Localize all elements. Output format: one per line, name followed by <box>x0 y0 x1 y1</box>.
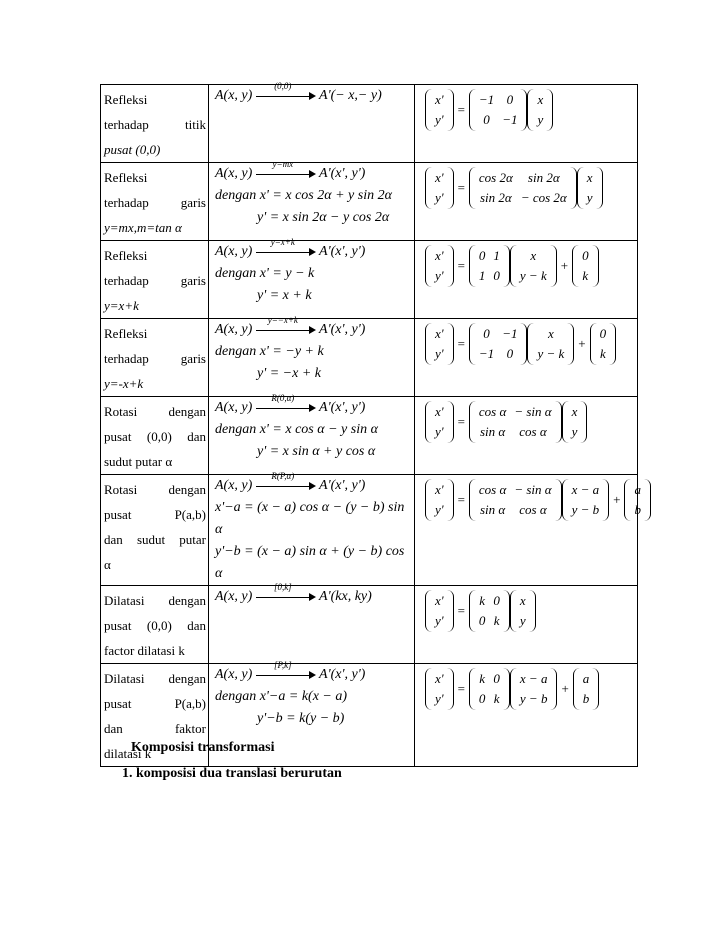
result-vector-cell: y' <box>435 346 444 361</box>
transform-matrix-cell: 0 <box>478 691 486 706</box>
transform-matrix <box>469 668 510 710</box>
transformation-name-line: Rotasi dengan <box>104 482 206 497</box>
mapping-expression <box>209 158 414 185</box>
mapping-source: A(x, y) <box>215 400 256 415</box>
offset-vector-cell: k <box>599 346 606 361</box>
result-vector-cell: x' <box>435 170 444 185</box>
transformation-name-line: Refleksi <box>104 248 148 263</box>
mapping-equation: y' = x sin 2α − y cos 2α <box>257 210 390 225</box>
transform-matrix-cell: sin 2α <box>527 170 560 185</box>
input-vector-cell: y <box>519 613 526 628</box>
transform-matrix <box>469 323 528 365</box>
matrix-equation <box>415 397 637 443</box>
transformation-name-line: dilatasi k <box>104 746 152 761</box>
transform-matrix-cell: − cos 2α <box>520 190 567 205</box>
result-vector-cell: y' <box>435 112 444 127</box>
transform-matrix-cell: sin α <box>479 502 506 517</box>
matrix-equation <box>415 586 637 632</box>
mapping-expression <box>209 659 414 686</box>
mapping-equation: y' = −x + k <box>257 366 321 381</box>
input-vector-cell: x <box>547 326 554 341</box>
mapping-source: A(x, y) <box>215 166 256 181</box>
mapping-image: A'(x', y') <box>315 478 366 493</box>
transformation-name <box>101 85 209 163</box>
input-vector-cell: x <box>530 248 537 263</box>
table-row <box>101 319 638 397</box>
transformation-name-line: pusat P(a,b) <box>104 507 206 522</box>
plus-sign: + <box>560 258 569 273</box>
table-row <box>101 85 638 163</box>
transformation-name-line: pusat (0,0) dan <box>104 618 206 633</box>
matrix-equation <box>415 241 637 287</box>
mapping-equation: x'−a = (x − a) cos α − (y − b) sin α <box>215 500 405 537</box>
transform-matrix-cell: cos α <box>478 404 507 419</box>
mapping-arrow-label: (0,0) <box>274 80 292 91</box>
input-vector <box>562 479 610 521</box>
transform-matrix <box>469 167 577 209</box>
mapping-source: A(x, y) <box>215 667 256 682</box>
transformation-table <box>100 80 641 767</box>
offset-vector <box>624 479 651 521</box>
input-vector-cell: y <box>586 190 593 205</box>
transformation-name-line: sudut putar α <box>104 454 173 469</box>
offset-vector-cell: k <box>582 268 589 283</box>
input-vector <box>510 668 558 710</box>
mapping-arrow-label: R(P,α) <box>271 470 295 481</box>
result-vector <box>425 479 454 521</box>
transform-matrix-cell: 0 <box>493 268 500 283</box>
input-vector-cell: x <box>571 404 578 419</box>
mapping-cell <box>209 392 415 475</box>
input-vector <box>510 245 557 287</box>
transformation-name-line: Refleksi <box>104 92 148 107</box>
section-heading: Komposisi transformasi <box>131 740 275 755</box>
matrix-equation <box>415 163 637 209</box>
matrix-cell <box>415 397 638 475</box>
result-vector <box>425 245 454 287</box>
result-vector-cell: x' <box>435 404 444 419</box>
mapping-image: A'(x', y') <box>315 322 366 337</box>
mapping-arrow <box>256 314 316 335</box>
mapping-arrow-label: [P,k] <box>274 659 292 670</box>
mapping-equation: y' = x + k <box>257 288 312 303</box>
matrix-equation <box>415 475 641 521</box>
mapping-arrow <box>256 659 316 680</box>
input-vector-cell: x − a <box>519 671 548 686</box>
input-vector-cell: y − k <box>537 346 565 361</box>
transformation-name <box>101 397 209 475</box>
transform-matrix-cell: cos 2α <box>478 170 513 185</box>
transformation-name-line: pusat P(a,b) <box>104 696 206 711</box>
offset-vector <box>573 668 600 710</box>
input-vector <box>527 89 553 131</box>
transform-matrix-cell: −1 <box>502 326 518 341</box>
transformation-name-line: terhadap garis <box>104 351 206 366</box>
transform-matrix-cell: 0 <box>506 92 514 107</box>
transform-matrix-cell: 0 <box>483 326 490 341</box>
transformation-name-line: dan sudut putar <box>104 532 206 547</box>
transformation-name-line: Refleksi <box>104 170 148 185</box>
transform-matrix-cell: sin 2α <box>479 190 512 205</box>
transform-matrix-cell: k <box>493 691 500 706</box>
offset-vector-cell: b <box>634 502 641 517</box>
mapping-source: A(x, y) <box>215 589 256 604</box>
transform-matrix-cell: 0 <box>478 248 486 263</box>
offset-vector <box>572 245 599 287</box>
mapping-image: A'(− x,− y) <box>315 88 382 103</box>
transformation-name <box>101 475 209 586</box>
result-vector-cell: x' <box>435 482 444 497</box>
result-vector-cell: x' <box>435 326 444 341</box>
result-vector <box>425 167 454 209</box>
transformation-name-line: α <box>104 557 111 572</box>
mapping-image: A'(x', y') <box>315 400 366 415</box>
transform-matrix-cell: 0 <box>493 593 500 608</box>
mapping-equation: y'−b = (x − a) sin α + (y − b) cos α <box>215 544 405 581</box>
equals-sign: = <box>457 336 465 351</box>
mapping-equation: y' = x sin α + y cos α <box>257 444 376 459</box>
matrix-cell <box>415 475 641 586</box>
mapping-arrow <box>256 392 316 413</box>
mapping-source: A(x, y) <box>215 88 256 103</box>
mapping-equation: dengan x' = −y + k <box>215 344 324 359</box>
transformation-name-line: y=mx,m=tan α <box>104 220 182 235</box>
mapping-cell <box>209 470 415 586</box>
input-vector <box>527 323 574 365</box>
mapping-equation: dengan x' = x cos α − y sin α <box>215 422 378 437</box>
mapping-expression <box>209 314 414 341</box>
result-vector-cell: y' <box>435 691 444 706</box>
matrix-cell <box>415 163 638 241</box>
mapping-arrow <box>256 236 316 257</box>
input-vector <box>562 401 588 443</box>
mapping-source: A(x, y) <box>215 244 256 259</box>
transform-matrix-cell: cos α <box>478 482 507 497</box>
mapping-source: A(x, y) <box>215 478 256 493</box>
transform-matrix-cell: cos α <box>519 424 547 439</box>
equals-sign: = <box>457 681 465 696</box>
transformation-name-line: dan faktor <box>104 721 206 736</box>
transform-matrix-cell: −1 <box>502 112 518 127</box>
matrix-cell <box>415 664 638 767</box>
equals-sign: = <box>457 492 465 507</box>
table-row <box>101 586 638 664</box>
mapping-arrow-label: y=x+k <box>270 236 295 247</box>
mapping-image: A'(x', y') <box>315 244 366 259</box>
mapping-expression <box>209 236 414 263</box>
transformation-name <box>101 319 209 397</box>
input-vector-cell: x − a <box>571 482 600 497</box>
offset-vector-cell: a <box>582 671 590 686</box>
transformation-name <box>101 586 209 664</box>
offset-vector-cell: 0 <box>582 248 589 263</box>
result-vector-cell: x' <box>435 593 444 608</box>
equals-sign: = <box>457 102 465 117</box>
mapping-arrow <box>256 581 316 602</box>
offset-vector <box>590 323 617 365</box>
result-vector-cell: y' <box>435 424 444 439</box>
transformation-name-line: terhadap garis <box>104 195 206 210</box>
result-vector-cell: y' <box>435 190 444 205</box>
transformation-name-line: Refleksi <box>104 326 148 341</box>
mapping-cell <box>209 80 415 163</box>
transform-matrix-cell: −1 <box>478 92 495 107</box>
input-vector-cell: y <box>571 424 578 439</box>
table-row <box>101 475 638 586</box>
transformation-name-line: pusat (0,0) dan <box>104 429 206 444</box>
transformation-name-line: Dilatasi dengan <box>104 593 206 608</box>
input-vector-cell: x <box>586 170 593 185</box>
mapping-equation: dengan x' = y − k <box>215 266 315 281</box>
transform-matrix-cell: − sin α <box>514 404 552 419</box>
transform-matrix <box>469 89 528 131</box>
mapping-image: A'(x', y') <box>315 166 366 181</box>
transformation-name-line: y=-x+k <box>104 376 144 391</box>
mapping-arrow-label: [0,k] <box>273 581 292 592</box>
result-vector <box>425 590 454 632</box>
transform-matrix-cell: 0 <box>506 346 514 361</box>
input-vector <box>577 167 603 209</box>
result-vector <box>425 401 454 443</box>
transform-matrix-cell: k <box>479 671 486 686</box>
result-vector-cell: y' <box>435 613 444 628</box>
mapping-arrow-label: y=−x+k <box>267 314 298 325</box>
transformation-name-line: Rotasi dengan <box>104 404 206 419</box>
transformation-name-line: pusat (0,0) <box>104 142 161 157</box>
transform-matrix-cell: k <box>479 593 486 608</box>
mapping-arrow-label: R(0,α) <box>271 392 295 403</box>
mapping-expression <box>209 80 414 107</box>
transform-matrix <box>469 479 562 521</box>
transform-matrix-cell: 0 <box>478 613 486 628</box>
matrix-cell <box>415 85 638 163</box>
mapping-expression <box>209 392 414 419</box>
offset-vector-cell: 0 <box>599 326 607 341</box>
transform-matrix <box>469 245 510 287</box>
transformation-table-body <box>101 80 641 767</box>
transform-matrix-cell: 1 <box>478 268 486 283</box>
transformation-name-line: Dilatasi dengan <box>104 671 206 686</box>
result-vector <box>425 323 454 365</box>
mapping-expression <box>209 470 414 497</box>
result-vector-cell: y' <box>435 268 444 283</box>
mapping-image: A'(kx, ky) <box>315 589 372 604</box>
result-vector-cell: x' <box>435 248 444 263</box>
equals-sign: = <box>457 258 465 273</box>
result-vector-cell: x' <box>435 92 444 107</box>
transform-matrix-cell: 0 <box>493 671 500 686</box>
equals-sign: = <box>457 180 465 195</box>
section-list-item: 1. komposisi dua translasi berurutan <box>122 766 342 781</box>
table-row <box>101 241 638 319</box>
mapping-cell <box>209 158 415 241</box>
transform-matrix-cell: − sin α <box>514 482 552 497</box>
input-vector-cell: y − b <box>519 691 548 706</box>
matrix-cell <box>415 586 638 664</box>
mapping-equation: dengan x' = x cos 2α + y sin 2α <box>215 188 392 203</box>
mapping-arrow <box>256 158 316 179</box>
input-vector-cell: y − b <box>571 502 600 517</box>
transform-matrix-cell: sin α <box>479 424 506 439</box>
transform-matrix-cell: cos α <box>519 502 547 517</box>
result-vector-cell: x' <box>435 671 444 686</box>
transform-matrix-cell: 1 <box>493 248 500 263</box>
offset-vector-cell: b <box>582 691 590 706</box>
transformation-name <box>101 163 209 241</box>
input-vector-cell: y <box>537 112 544 127</box>
transform-matrix <box>469 401 562 443</box>
input-vector-cell: x <box>519 593 526 608</box>
input-vector <box>510 590 536 632</box>
offset-vector-cell: a <box>634 482 641 497</box>
transform-matrix-cell: −1 <box>478 346 495 361</box>
matrix-cell <box>415 319 638 397</box>
input-vector-cell: y − k <box>519 268 547 283</box>
plus-sign: + <box>578 336 586 351</box>
table-row <box>101 397 638 475</box>
result-vector-cell: y' <box>435 502 444 517</box>
transformation-name <box>101 241 209 319</box>
transform-matrix-cell: 0 <box>483 112 490 127</box>
mapping-source: A(x, y) <box>215 322 256 337</box>
input-vector-cell: x <box>537 92 544 107</box>
result-vector <box>425 668 454 710</box>
matrix-equation <box>415 85 637 131</box>
matrix-equation <box>415 319 637 365</box>
plus-sign: + <box>613 492 621 507</box>
mapping-image: A'(x', y') <box>315 667 366 682</box>
mapping-equation: y'−b = k(y − b) <box>257 711 345 726</box>
equals-sign: = <box>457 414 465 429</box>
mapping-expression <box>209 581 414 608</box>
transformation-name-line: terhadap garis <box>104 273 206 288</box>
mapping-equation: dengan x'−a = k(x − a) <box>215 689 348 704</box>
mapping-arrow-label: y=mx <box>272 158 294 169</box>
matrix-cell <box>415 241 638 319</box>
table-row <box>101 163 638 241</box>
transformation-name-line: terhadap titik <box>104 117 206 132</box>
transformation-name-line: factor dilatasi k <box>104 643 185 658</box>
result-vector <box>425 89 454 131</box>
mapping-arrow <box>256 470 316 491</box>
plus-sign: + <box>561 681 569 696</box>
equals-sign: = <box>457 603 465 618</box>
matrix-equation <box>415 664 637 710</box>
mapping-arrow <box>256 80 316 101</box>
mapping-cell <box>209 581 415 664</box>
mapping-cell <box>209 236 415 319</box>
transformation-name-line: y=x+k <box>104 298 139 313</box>
mapping-cell <box>209 314 415 397</box>
transform-matrix <box>469 590 510 632</box>
transform-matrix-cell: k <box>493 613 500 628</box>
